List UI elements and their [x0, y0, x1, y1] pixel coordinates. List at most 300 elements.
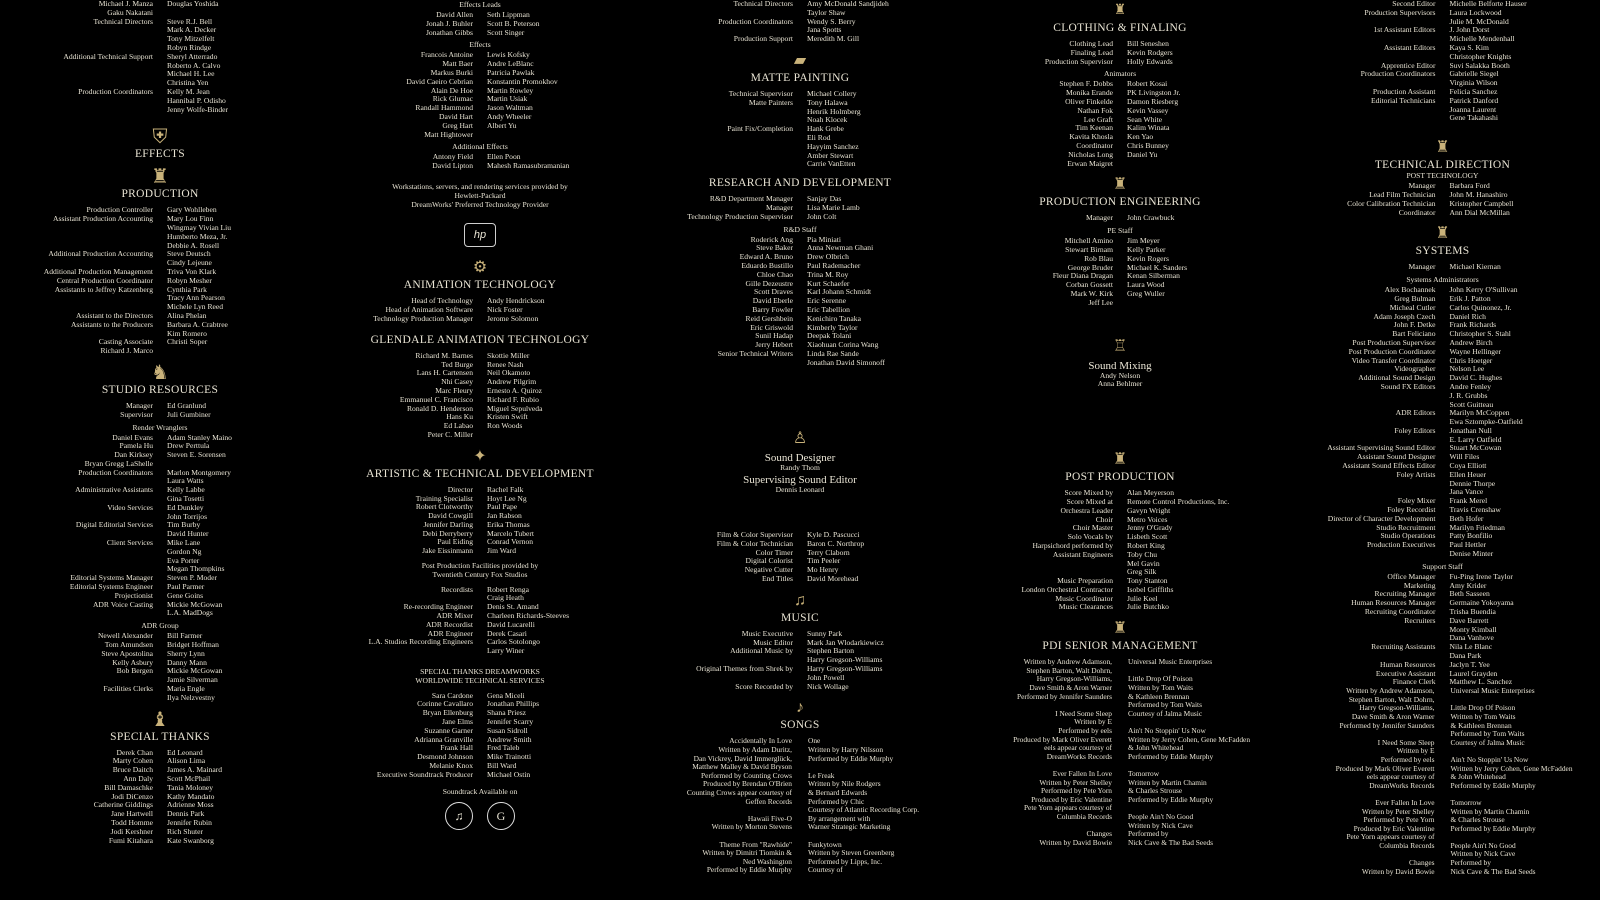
credit-line: Performed by Jennifer Saunders [1016, 691, 1112, 701]
credit-role: Scott Draves [753, 288, 793, 297]
credit-row [640, 0, 960, 9]
credit-name: Kenichiro Tanaka [807, 314, 861, 323]
credit-line: & Kathleen Brennan [1450, 720, 1512, 730]
credit-role [0, 303, 160, 312]
credit-row [1285, 573, 1600, 582]
credit-name: Ed Leonard [167, 748, 203, 757]
credit-name: Terry Claborn [807, 548, 850, 557]
credit-name: Stephen Barton [807, 647, 855, 656]
credit-role: Executive Assistant [1375, 669, 1436, 678]
credit-name: Maria Engle [167, 685, 205, 694]
credit-role: Matt Baer [442, 60, 473, 69]
credit-line: Performed by Counting Crows [701, 770, 792, 780]
credit-line: Written by E [1074, 717, 1112, 727]
artistic-credits [330, 486, 630, 556]
credit-role: ADR Voice Casting [92, 600, 153, 609]
credit-row [330, 771, 630, 780]
credit-role: Score Recorded by [735, 682, 793, 691]
credit-role: Recordists [440, 585, 473, 594]
credit-role: Sunil Hadap [755, 332, 793, 341]
credit-role: Matt Hightower [424, 130, 473, 139]
credit-row [1285, 590, 1600, 599]
credit-role: Production Support [733, 35, 793, 44]
credit-role [970, 560, 1120, 569]
credit-row [1285, 661, 1600, 670]
figure-crest-icon: ♙ [792, 429, 808, 447]
credit-row [970, 124, 1270, 133]
credit-name: Dennis Park [167, 810, 205, 819]
credit-name: Jan Rabson [487, 512, 522, 521]
credit-name: Kenan Silberman [1127, 272, 1180, 281]
worldwide-tech-credits [330, 692, 630, 780]
credit-name: Dave Barrett [1449, 616, 1489, 625]
credit-name: Martin Usiak [487, 95, 528, 104]
credit-name: Skottie Miller [487, 351, 530, 360]
credit-row [1285, 18, 1600, 27]
credit-name: Anna Newman Ghani [807, 244, 874, 253]
credit-role: Music Coordinator [1055, 594, 1113, 603]
credit-role [0, 609, 160, 618]
credit-role: Reid Gershbein [745, 314, 793, 323]
credit-row [1285, 9, 1600, 18]
credit-role: Harpsichord performed by [1032, 541, 1113, 550]
credit-row [0, 659, 320, 668]
credit-line: Written by Martin Chamin [1128, 777, 1207, 787]
credit-row [1285, 670, 1600, 679]
credit-role [0, 26, 160, 35]
credit-row [1285, 488, 1600, 497]
sysadmin-credits [1285, 286, 1600, 559]
credit-row [330, 709, 630, 718]
credit-role [640, 152, 800, 161]
credit-name: Kevin Rogers [1127, 254, 1169, 263]
credit-role: Bart Feliciano [1392, 330, 1436, 339]
credit-role: Additional Production Management [43, 267, 153, 276]
credit-role: Oliver Finkelde [1065, 97, 1113, 106]
credit-row [0, 837, 320, 846]
credit-name: Kelly Parker [1127, 245, 1166, 254]
credit-role [1285, 79, 1443, 88]
credit-role: Jerry Hebert [755, 341, 793, 350]
credit-line: Written by Jerry Cohen, Gene McFadden [1128, 734, 1251, 744]
credit-role: Greg Hart [442, 121, 473, 130]
credit-row [0, 609, 320, 618]
credit-line: Performed by Eddie Murphy [1128, 794, 1214, 804]
castle-crest-icon: ♜ [1112, 176, 1128, 194]
credit-role [0, 294, 160, 303]
credit-line: Performed by eels [1380, 754, 1435, 764]
credit-row [640, 108, 960, 117]
credit-row [970, 160, 1270, 169]
credit-line: Le Freak [808, 770, 835, 780]
credit-name: Jana Vance [1449, 488, 1484, 497]
credit-name: Shana Priesz [487, 709, 527, 718]
credit-name: Greg Wuller [1127, 289, 1165, 298]
credit-role: Human Resources Manager [1351, 599, 1436, 608]
credit-row [970, 58, 1270, 67]
credit-row [330, 521, 630, 530]
credit-name: Scott Guitteau [1449, 400, 1494, 409]
credit-line: DreamWorks' Preferred Technology Provider [411, 199, 549, 209]
credit-role: Facilities Clerks [103, 685, 153, 694]
col5-songs-left [1285, 687, 1443, 876]
credit-role: Foley Mixer [1397, 497, 1436, 506]
credit-row [0, 347, 320, 356]
credit-line: Written by Dimitri Tiomkin & [702, 848, 792, 858]
hp-statement [330, 183, 630, 209]
credit-role: Tim Keenan [1075, 124, 1113, 133]
credit-name: Steven E. Sorensen [167, 451, 226, 460]
credit-row [640, 35, 960, 44]
credit-line: Twentieth Century Fox Studios [432, 569, 528, 579]
credit-row [1285, 106, 1600, 115]
credit-role: Negative Cutter [744, 566, 793, 575]
credit-name: Wingmay Vivian Liu [167, 223, 232, 232]
credit-role: Production Coordinators [1360, 70, 1436, 79]
credit-line: Performed by Eddie Murphy [706, 865, 792, 875]
credit-row [330, 378, 630, 387]
credit-role: Technology Production Manager [373, 314, 473, 323]
songs-left [640, 737, 800, 875]
credit-role: ADR Editors [1395, 409, 1436, 418]
credit-row [1285, 70, 1600, 79]
credit-role: Assistant Sound Effects Editor [1342, 462, 1436, 471]
credit-row [330, 700, 630, 709]
credit-name: Andy Wheeler [487, 112, 532, 121]
credit-name: Sanjay Das [807, 195, 842, 204]
rnd-staff-credits [640, 236, 960, 368]
credit-role [1285, 634, 1443, 643]
credit-line: Post Production Facilities provided by [421, 561, 539, 571]
credit-row [330, 20, 630, 29]
effects-leads-credits [330, 11, 630, 37]
credit-role: Assistant Sound Designer [1357, 453, 1436, 462]
credit-row [640, 647, 960, 656]
credit-name: Coya Elliott [1449, 462, 1487, 471]
songs-crest-icon: ♪ [796, 699, 804, 717]
credit-name: Tania Moloney [167, 783, 214, 792]
credit-line: Performed by Jennifer Saunders [1339, 720, 1435, 730]
credit-line: Written by Martin Chamin [1450, 806, 1530, 816]
post-facilities-statement [330, 562, 630, 580]
credit-role [1285, 401, 1443, 410]
credit-role: George Bruder [1067, 263, 1113, 272]
credit-row [330, 352, 630, 361]
credit-role: Lans H. Cartensen [416, 369, 473, 378]
credit-row [970, 246, 1270, 255]
credit-name: Kevin Vassey [1127, 106, 1169, 115]
credit-role: Daniel Evans [112, 433, 153, 442]
credit-role: Ann Daly [123, 775, 153, 783]
credit-name: Mahesh Ramasubramanian [487, 162, 570, 171]
credit-name: Laurel Grayden [1449, 669, 1498, 678]
credit-role: Lee Graft [1083, 115, 1113, 124]
credit-name: Jana Spotts [807, 26, 842, 35]
credit-name: Ed Dunkley [167, 503, 204, 512]
credit-row [640, 18, 960, 27]
credit-line: Written by Jerry Cohen, Gene McFadden [1450, 763, 1573, 773]
credit-name: Hank Grebe [807, 125, 844, 134]
credit-line: Warner Strategic Marketing [808, 822, 891, 832]
credit-role: L.A. Studios Recording Engineers [368, 638, 473, 647]
credit-row [640, 332, 960, 341]
credit-name: Andrew Pilgrim [487, 378, 537, 387]
support-staff-credits [1285, 573, 1600, 687]
credit-row [330, 512, 630, 521]
production-credits [0, 206, 320, 356]
credit-role [0, 233, 160, 242]
credit-line: Written by Steven Greenberg [808, 848, 895, 858]
credit-name: Scott McPhail [167, 775, 211, 783]
credit-role: Corban Gossett [1065, 281, 1113, 290]
credit-row [1285, 357, 1600, 366]
credit-row [970, 116, 1270, 125]
credit-row [0, 685, 320, 694]
credit-line: Matthew Malley & David Bryson [692, 762, 792, 772]
col5-songs-right [1443, 687, 1600, 876]
credit-role: Francois Antoine [420, 51, 473, 60]
credit-role: Marc Fleury [435, 386, 473, 395]
credit-role [0, 477, 160, 486]
credit-name: Andrew Birch [1449, 338, 1493, 347]
credit-name: Meredith M. Gill [807, 35, 860, 44]
credit-role: Foley Artists [1396, 470, 1436, 479]
credit-row [0, 53, 320, 62]
credit-row [330, 762, 630, 771]
credit-name: Gina Tosetti [167, 495, 205, 504]
credits-column-2 [330, 0, 630, 900]
credit-name: Laura Wood [1127, 281, 1165, 290]
credit-role: Marketing [1403, 581, 1436, 590]
section-title-studio-resources: STUDIO RESOURCES [101, 383, 219, 396]
credit-name: Ewa Sztompke-Oatfield [1449, 418, 1523, 427]
credit-role: Production Supervisors [1364, 8, 1436, 17]
credit-row [1285, 191, 1600, 200]
credit-name: Henrik Holmberg [807, 107, 861, 116]
credit-name: Ilya Nelzvestny [167, 693, 215, 702]
credit-role [0, 79, 160, 88]
credit-name: James A. Mainard [167, 766, 223, 775]
credit-line: & Bernard Edwards [808, 788, 868, 798]
credit-name: Tim Peeler [807, 557, 841, 566]
credit-name: Steve Deutsch [167, 250, 211, 259]
credit-name: Robert Renga [487, 585, 529, 594]
credit-name: Daniel Yu [1127, 150, 1158, 159]
credit-role: Technical Supervisor [728, 89, 793, 98]
credit-line: Produced by Mark Oliver Everett [1013, 734, 1112, 744]
sound-mixing-title: Sound Mixing [1088, 359, 1152, 372]
credit-name: Eric Tabellion [807, 305, 850, 314]
rnd-staff-heading: R&D Staff [783, 224, 817, 234]
credit-row [970, 560, 1270, 569]
credit-role [640, 26, 800, 35]
credit-row [0, 62, 320, 71]
credit-name: Beth Hofer [1449, 514, 1484, 523]
credit-role: David Eberle [752, 297, 793, 306]
credit-line: Courtesy of [808, 865, 843, 875]
pe-staff-credits [970, 237, 1270, 307]
credit-line: Written by Nick Cave [1450, 849, 1516, 859]
credit-row [1285, 532, 1600, 541]
credit-row [330, 87, 630, 96]
credit-role: Second Editor [1392, 0, 1436, 8]
credit-name: Stuart McCowan [1449, 444, 1502, 453]
credit-name: Derek Casari [487, 629, 527, 638]
credit-row [640, 262, 960, 271]
credit-row [0, 650, 320, 659]
credit-role: Edward A. Bruno [739, 253, 793, 262]
credit-row [0, 215, 320, 224]
special-thanks-credits [0, 749, 320, 846]
credit-row [0, 810, 320, 819]
credit-name: Kyle D. Pascucci [807, 531, 860, 540]
credit-row [640, 143, 960, 152]
credit-name: Cindy Lejeune [167, 259, 212, 268]
credit-name: Lisbeth Scott [1127, 533, 1168, 542]
credit-name: Mike Trainotti [487, 753, 532, 762]
credit-role: Assistant Production Accounting [53, 215, 153, 224]
credit-name: PK Livingston Jr. [1127, 89, 1181, 98]
render-wranglers-heading: Render Wranglers [132, 422, 188, 432]
credit-role: Assistants to Jeffrey Katzenberg [54, 285, 153, 294]
credit-row [0, 88, 320, 97]
credit-row [330, 104, 630, 113]
credit-row [0, 548, 320, 557]
credit-role: Jodi DiCenzo [111, 792, 153, 801]
credit-line: Written by Tom Waits [1450, 711, 1516, 721]
credit-role: Pamela Hu [119, 442, 153, 451]
credit-role: Steve Baker [756, 244, 793, 253]
credit-name: Julie Butchko [1127, 603, 1169, 612]
credit-row [330, 736, 630, 745]
credit-role: John F. Detke [1393, 321, 1436, 330]
studio-credits [0, 402, 320, 420]
credit-role [0, 513, 160, 522]
gear-crest-icon: ⚙ [472, 259, 488, 277]
credit-row [330, 647, 630, 656]
credit-line: Columbia Records [1056, 811, 1112, 821]
credit-row [1285, 97, 1600, 106]
credit-name: Jim Ward [487, 547, 516, 556]
credit-name: Jenny Wolfe-Binder [167, 105, 229, 114]
credit-row [0, 521, 320, 530]
credit-name: Chris Hoetger [1449, 356, 1493, 365]
credit-row [1285, 79, 1600, 88]
credit-name: Julie Keel [1127, 594, 1158, 603]
credit-row [330, 361, 630, 370]
credit-name: Metro Voices [1127, 515, 1168, 524]
credit-row [0, 601, 320, 610]
credit-line: Written by David Bowie [1361, 866, 1435, 876]
credit-row [0, 321, 320, 330]
credits-column-5 [1285, 0, 1600, 900]
credit-role [0, 106, 160, 115]
credit-row [0, 79, 320, 88]
credit-role: David Lipton [432, 162, 473, 171]
credit-role [0, 259, 160, 268]
credit-name: Taylor Shaw [807, 8, 846, 17]
matte-painting-credits [640, 90, 960, 169]
credit-role [640, 134, 800, 143]
credit-row [1285, 550, 1600, 559]
credit-name: Jason Waltman [487, 104, 533, 113]
systems-credits [1285, 263, 1600, 272]
credit-row [0, 539, 320, 548]
credit-line: Nick Cave & The Bad Seeds [1450, 866, 1536, 876]
credit-role: Alex Bochannek [1384, 286, 1436, 295]
section-title-effects: EFFECTS [134, 148, 186, 161]
credit-role [640, 143, 800, 152]
credit-row [0, 286, 320, 295]
credit-line: Written by Morton Stevens [711, 822, 792, 832]
credit-name: Kimberly Taylor [807, 323, 858, 332]
credit-name: Gene Takahashi [1449, 114, 1498, 123]
credit-line: I Need Some Sleep [1055, 708, 1112, 718]
credit-role: Rob Blau [1084, 254, 1113, 263]
credit-name: Trisha Buendia [1449, 608, 1496, 617]
credit-line: eels appear courtesy of [1044, 743, 1112, 753]
credit-row [970, 151, 1270, 160]
credit-role: Additional Sound Design [1358, 374, 1436, 383]
credit-row [0, 530, 320, 539]
credit-role: Newell Alexander [97, 632, 153, 641]
credit-name: Mickie McGowan [167, 667, 223, 676]
col4-songs-credits [970, 658, 1270, 847]
credit-name: Nick Wollage [807, 682, 849, 691]
section-title-matte-painting: MATTE PAINTING [750, 71, 850, 84]
credit-row [330, 718, 630, 727]
credit-name: Robert King [1127, 541, 1165, 550]
credit-name: Harry Gregson-Williams [807, 665, 883, 674]
credit-role: Greg Bulman [1394, 294, 1436, 303]
credit-name [160, 460, 320, 469]
credit-name: Tim Burby [167, 521, 201, 530]
credit-line: Counting Crows appear courtesy of [686, 788, 792, 798]
section-title-systems: SYSTEMS [1415, 245, 1470, 258]
credit-name: Ernesto A. Quiroz [487, 386, 543, 395]
credit-row [0, 26, 320, 35]
songs-right [800, 737, 960, 875]
credit-name: Linda Rae Sande [807, 349, 859, 358]
credit-name: Jamie Silverman [167, 676, 218, 685]
credit-row [640, 324, 960, 333]
credit-row [1285, 418, 1600, 427]
credit-role: Antony Field [432, 153, 473, 162]
credit-row [1285, 114, 1600, 123]
credit-role [1285, 106, 1443, 115]
credit-name: Paul Pape [487, 503, 518, 512]
credit-name: Chris Bunney [1127, 141, 1169, 150]
section-title-pdi: PDI SENIOR MANAGEMENT [1042, 640, 1198, 653]
credit-role: Coordinator [1398, 208, 1436, 217]
credit-row [640, 90, 960, 99]
credit-row [330, 530, 630, 539]
credit-row [970, 49, 1270, 58]
credit-role: Assistant Supervising Sound Editor [1327, 444, 1436, 453]
credit-name: Mo Henry [807, 566, 839, 575]
credit-row [1285, 427, 1600, 436]
credit-row [1285, 409, 1600, 418]
credit-row [330, 503, 630, 512]
credit-name: Christi Soper [167, 338, 208, 347]
credit-name: Gena Miceli [487, 691, 525, 700]
credit-name: Michelle Mendenhall [1449, 35, 1515, 44]
credit-name: Damon Riesberg [1127, 97, 1179, 106]
credit-role: Training Specialist [415, 494, 473, 503]
credit-role: Recruiting Coordinator [1364, 608, 1436, 617]
credit-name: Hayyim Sanchez [807, 142, 859, 151]
credit-line: Performed by Lipps, Inc. [808, 856, 883, 866]
